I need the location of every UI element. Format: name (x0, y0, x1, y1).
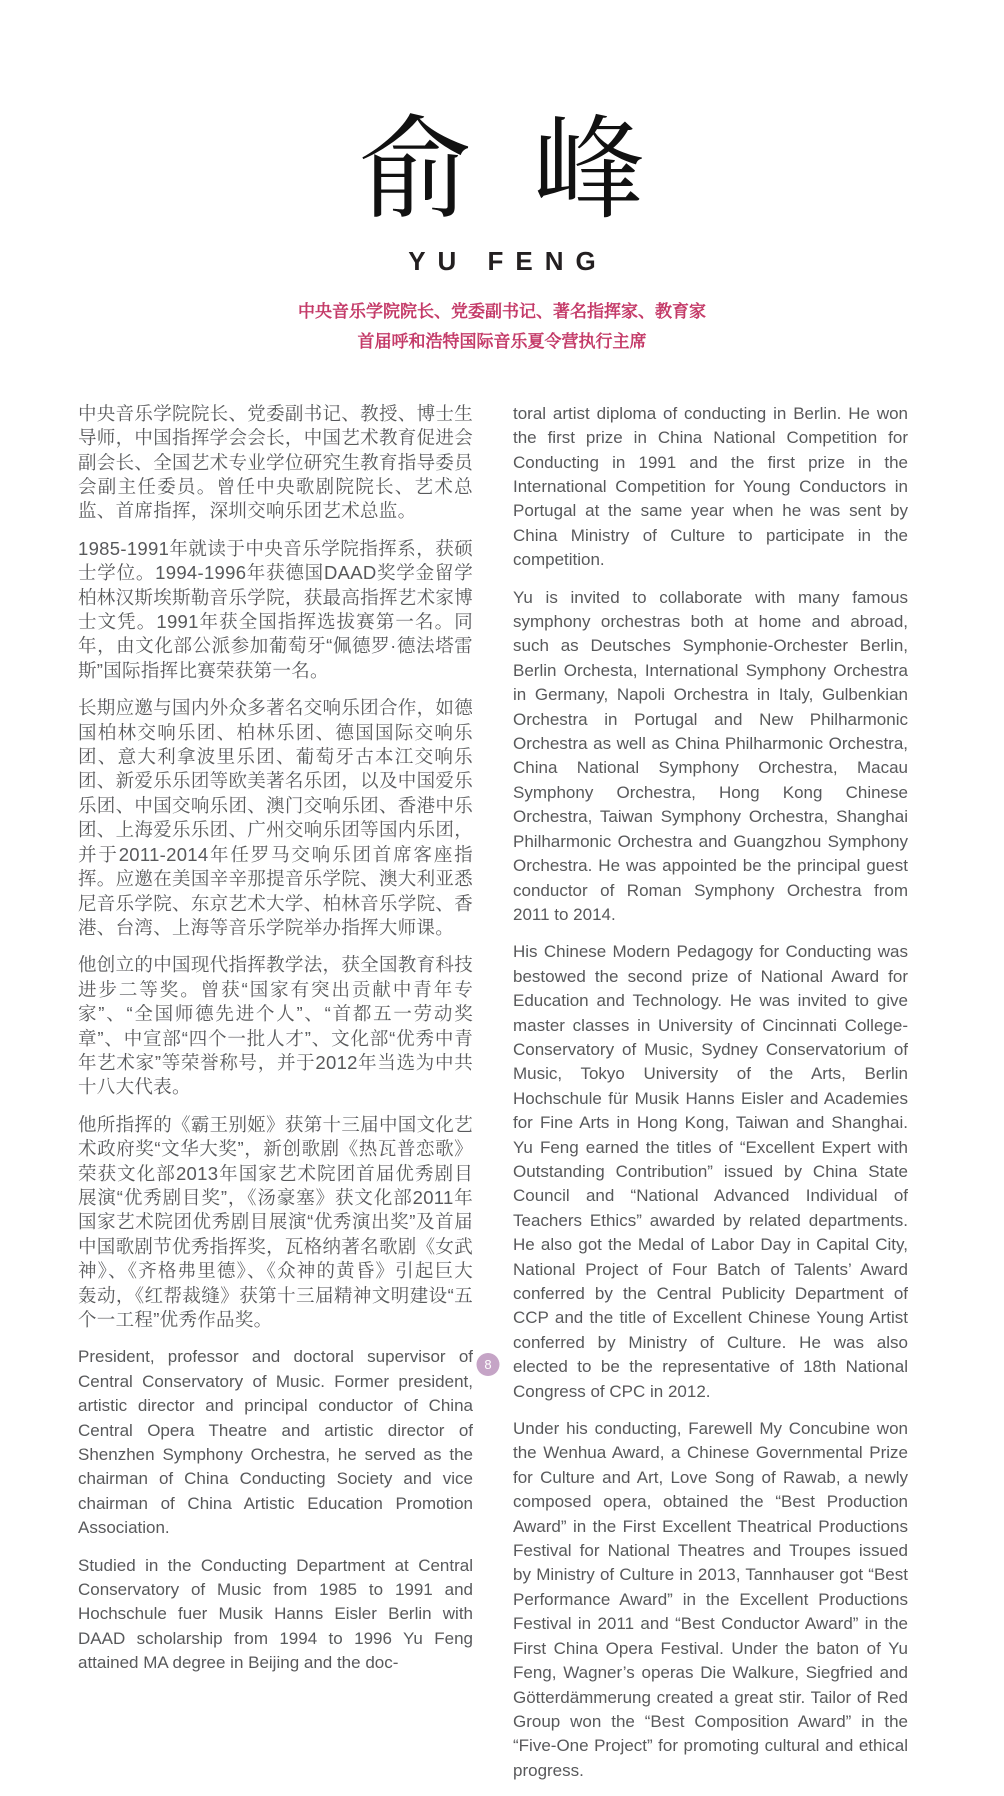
subtitle-block (0, 297, 1004, 358)
paragraph-zh: 他创立的中国现代指挥教学法，获全国教育科技进步二等奖。曾获“国家有突出贡献中青年专家”、“全国师德先进个人”、“首都五一劳动奖章”、中宣部“四个一批人才”、文化部“优秀中青年艺术家”等荣誉称号，并于2012年当选为中共十八大代表。 (78, 954, 473, 1098)
paragraph-en: His Chinese Modern Pedagogy for Conducting was bestowed the second prize of National Award for Education and Technology. He was invited to give master classes in University of Cincinnati College-Conservatory of Music, Sydney Conservatorium of Music, Tokyo University of the Arts, Berlin Hochschule für Musik Hanns Eisler and Academies for Fine Arts in Hong Kong, Taiwan and Shanghai. Yu Feng earned the titles of “Excellent Expert with Outstanding Contribution” issued by China State Council and “National Advanced Individual of Teachers Ethics” awarded by related departments. He also got the Medal of Labor Day in Capital City, National Project of Four Batch of Talents’ Award conferred by the Central Publicity Department of CCP and the title of Excellent Chinese Young Artist conferred by Ministry of Culture. He was also elected to be the representative of 18th National Congress of CPC in 2012. (513, 942, 908, 1401)
paragraph-en: Studied in the Conducting Department at Central Conservatory of Music from 1985 to 1991 and Hochschule fuer Musik Hanns Eisler Berlin with DAAD scholarship from 1994 to 1996 Yu Feng attained MA degree in Beijing and the doc- (78, 1555, 473, 1673)
name-calligraphy-zh: 俞峰 (359, 105, 707, 235)
name-latin: YU FENG (408, 245, 608, 276)
two-column-body (0, 402, 1004, 1796)
subtitle-line-1: 中央音乐学院院长、党委副书记、著名指挥家、教育家 (298, 301, 706, 321)
paragraph-en: Yu is invited to collaborate with many famous symphony orchestras both at home and abroad, such as Deutsches Symphonie-Orchester Berlin, Berlin Orchesta, International Symphony Orchestra in Germany, Napoli Orchestra in Italy, Gulbenkian Orchestra in Portugal and New Philharmonic Orchestra as well as China Philharmonic Orchestra, China National Symphony Orchestra, Macau Symphony Orchestra, Hong Kong Chinese Orchestra, Taiwan Symphony Orchestra, Shanghai Philharmonic Orchestra and Guangzhou Symphony Orchestra. He was appointed be the principal guest conductor of Roman Symphony Orchestra from 2011 to 2014. (513, 587, 908, 924)
paragraph-zh: 1985-1991年就读于中央音乐学院指挥系，获硕士学位。1994-1996年获德国DAAD奖学金留学柏林汉斯埃斯勒音乐学院，获最高指挥艺术家博士文凭。1991年获全国指挥选拔赛第一名。同年，由文化部公派参加葡萄牙“佩德罗·德法塔雷斯”国际指挥比赛荣获第一名。 (78, 537, 473, 681)
paragraph-zh: 中央音乐学院院长、党委副书记、教授、博士生导师，中国指挥学会会长，中国艺术教育促进会副会长、全国艺术专业学位研究生教育指导委员会副主任委员。曾任中央歌剧院院长、艺术总监、首席指挥，深圳交响乐团艺术总监。 (78, 402, 473, 522)
page-number: 8 (484, 1357, 492, 1372)
subtitle-line-2: 首届呼和浩特国际音乐夏令营执行主席 (357, 332, 647, 352)
paragraph-en: Under his conducting, Farewell My Concubine won the Wenhua Award, a Chinese Governmental Prize for Culture and Art, Love Song of Rawab, a newly composed opera, obtained the “Best Production Award” in the First Excellent Theatrical Productions Festival for National Theatres and Troupes issued by Ministry of Culture in 2013, Tannhauser got “Best Performance Award” in the Excellent Productions Festival in 2011 and “Best Conductor Award” in the First China Opera Festival. Under the baton of Yu Feng, Wagner’s operas Die Walkure, Siegfried and Götterdämmerung created a great stir. Tailor of Red Group won the “Best Composition Award” in the “Five-One Project” for promoting cultural and ethical progress. (513, 1419, 908, 1780)
paragraph-en: toral artist diploma of conducting in Berlin. He won the first prize in China National Competition for Conducting in 1991 and the first prize in the International Competition for Young Conductors in Portugal at the same year when he was sent by China Ministry of Culture to participate in the competition. (513, 403, 908, 570)
paragraph-en: President, professor and doctoral supervisor of Central Conservatory of Music. Former president, artistic director and principal conductor of China Central Opera Theatre and artistic director of Shenzhen Symphony Orchestra, he served as the chairman of China Conducting Society and vice chairman of China Artistic Education Promotion Association. (78, 1347, 473, 1538)
right-column (513, 402, 908, 1796)
page-number-badge (477, 1353, 500, 1376)
page-header (0, 0, 1004, 358)
paragraph-zh: 长期应邀与国内外众多著名交响乐团合作，如德国柏林交响乐团、柏林乐团、德国国际交响乐团、意大利拿波里乐团、葡萄牙古本江交响乐团、新爱乐乐团等欧美著名乐团，以及中国爱乐乐团、中国交响乐团、澳门交响乐团、香港中乐团、上海爱乐乐团、广州交响乐团等国内乐团，并于2011-2014年任罗马交响乐团首席客座指挥。应邀在美国辛辛那提音乐学院、澳大利亚悉尼音乐学院、东京艺术大学、柏林音乐学院、香港、台湾、上海等音乐学院举办指挥大师课。 (78, 697, 473, 938)
paragraph-zh: 他所指挥的《霸王别姬》获第十三届中国文化艺术政府奖“文华大奖”，新创歌剧《热瓦普恋歌》荣获文化部2013年国家艺术院团首届优秀剧目展演“优秀剧目奖”，《汤豪塞》获文化部2011年国家艺术院团优秀剧目展演“优秀演出奖”及首届中国歌剧节优秀指挥奖，瓦格纳著名歌剧《女武神》、《齐格弗里德》、《众神的黄昏》引起巨大轰动，《红帮裁缝》获第十三届精神文明建设“五个一工程”优秀作品奖。 (78, 1113, 473, 1330)
left-column (78, 402, 473, 1796)
